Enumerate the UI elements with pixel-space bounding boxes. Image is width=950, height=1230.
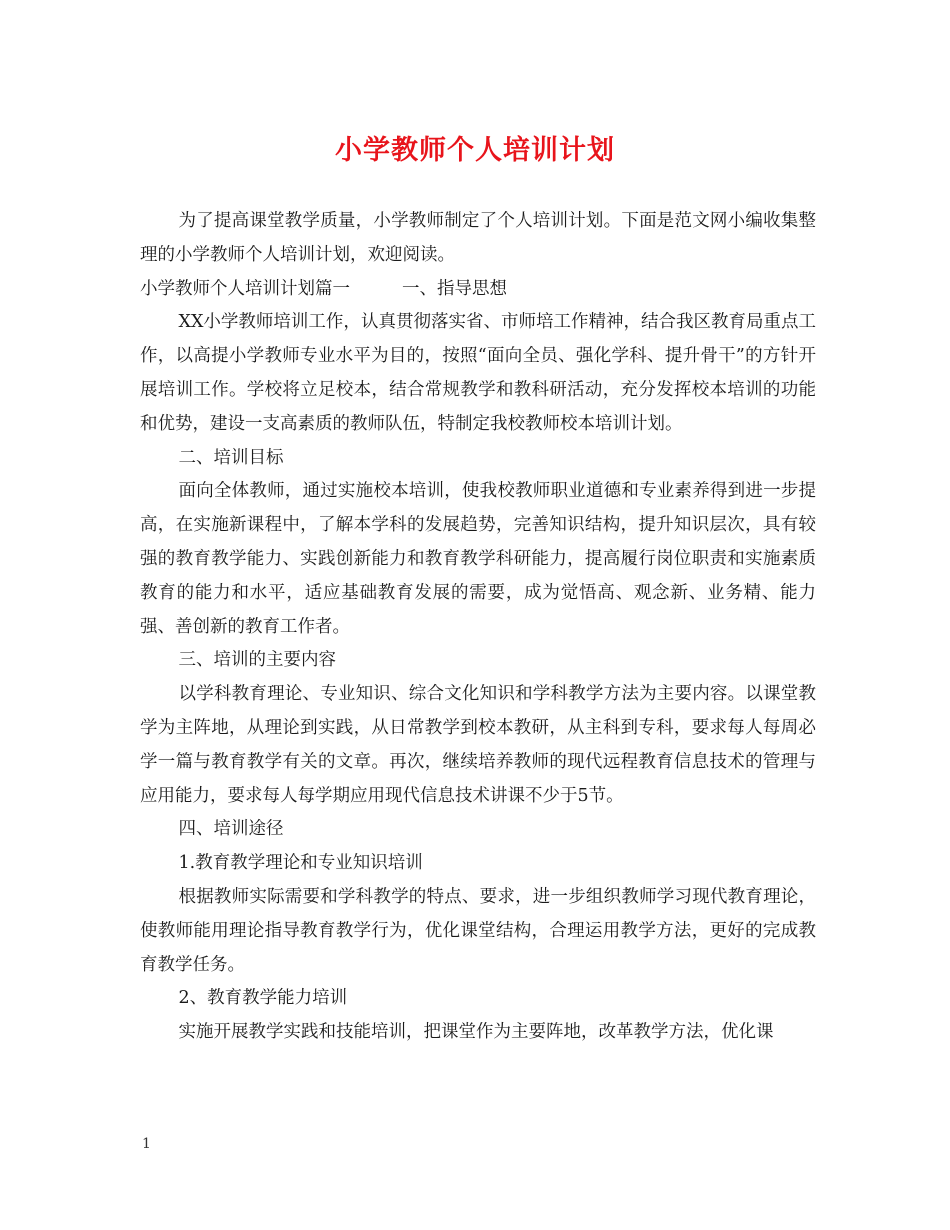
heading-training-approaches: 四、培训途径 bbox=[178, 819, 284, 840]
intro-paragraph: 为了提高课堂教学质量，小学教师制定了个人培训计划。下面是范文网小编收集整理的小学教师个人培训计划，欢迎阅读。 bbox=[140, 211, 816, 265]
page-number: 1 bbox=[142, 1136, 151, 1152]
paragraph-main-content: 以学科教育理论、专业知识、综合文化知识和学科教学方法为主要内容。以课堂教学为主阵地，从理论到实践，从日常教学到校本教研，从主科到专科，要求每人每周必学一篇与教育教学有关的文章。再次，继续培养教师的现代远程教育信息技术的管理与应用能力，要求每人每学期应用现代信息技术讲课不少于5节。 bbox=[140, 684, 816, 806]
subheading-theory-training: 1.教育教学理论和专业知识培训 bbox=[178, 853, 423, 874]
section-header bbox=[140, 273, 816, 307]
paragraph-training-goals: 面向全体教师，通过实施校本培训，使我校教师职业道德和专业素养得到进一步提高，在实施新课程中，了解本学科的发展趋势，完善知识结构，提升知识层次，具有较强的教育教学能力、实践创新能力和教育教学科研能力，提高履行岗位职责和实施素质教育的能力和水平，适应基础教育发展的需要，成为觉悟高、观念新、业务精、能力强、善创新的教育工作者。 bbox=[140, 481, 816, 637]
document-title: 小学教师个人培训计划 bbox=[335, 135, 615, 166]
paragraph-ability-training: 实施开展教学实践和技能培训，把课堂作为主要阵地，改革教学方法，优化课 bbox=[178, 1022, 774, 1043]
subheading-ability-training: 2、教育教学能力培训 bbox=[178, 988, 348, 1009]
heading-main-content: 三、培训的主要内容 bbox=[178, 650, 336, 671]
section-title: 小学教师个人培训计划篇一 bbox=[140, 278, 350, 299]
heading-training-goals: 二、培训目标 bbox=[178, 447, 284, 468]
paragraph-theory-training: 根据教师实际需要和学科教学的特点、要求，进一步组织教师学习现代教育理论，使教师能用理论指导教育教学行为，优化课堂结构，合理运用教学方法，更好的完成教育教学任务。 bbox=[140, 886, 816, 975]
heading-guiding-ideology: 一、指导思想 bbox=[402, 278, 507, 299]
paragraph-guiding-ideology: XX小学教师培训工作，认真贯彻落实省、市师培工作精神，结合我区教育局重点工作，以高提小学教师专业水平为目的，按照“面向全员、强化学科、提升骨干”的方针开展培训工作。学校将立足校本，结合常规教学和教科研活动，充分发挥校本培训的功能和优势，建设一支高素质的教师队伍，特制定我校教师校本培训计划。 bbox=[140, 312, 816, 434]
document-body bbox=[140, 205, 816, 1050]
